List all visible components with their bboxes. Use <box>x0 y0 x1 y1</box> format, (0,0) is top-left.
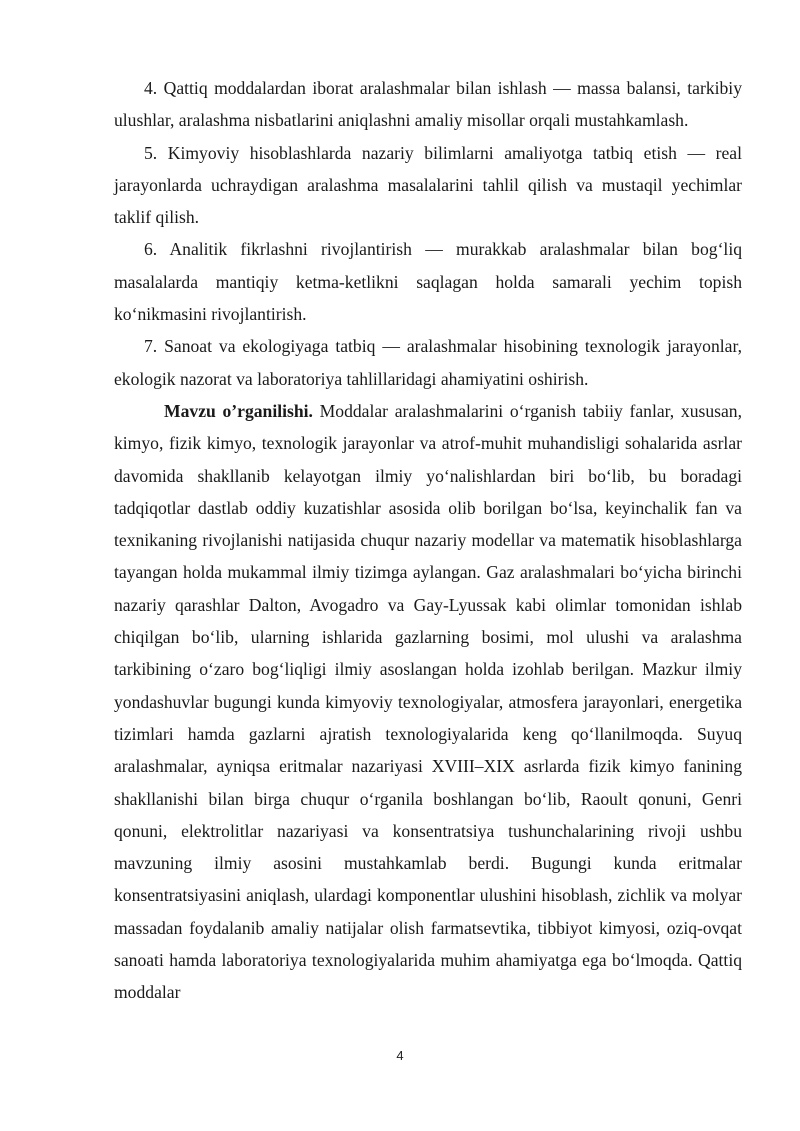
topic-paragraph <box>114 395 742 1009</box>
page-number: 4 <box>396 1048 404 1063</box>
document-page <box>114 72 742 1009</box>
topic-body: Moddalar aralashmalarini o‘rganish tabiiy fanlar, xususan, kimyo, fizik kimyo, texnologik jarayonlar va atrof-muhit muhandisligi sohalarida asrlar davomida shakllanib kelayotgan ilmiy yo‘nalishlardan biri bo‘lib, bu boradagi tadqiqotlar dastlab oddiy kuzatishlar asosida olib borilgan bo‘lsa, keyinchalik fan va texnikaning rivojlanishi natijasida chuqur nazariy modellar va matematik hisoblashlarga tayangan holda mukammal ilmiy tizimga aylangan. Gaz aralashmalari bo‘yicha birinchi nazariy qarashlar Dalton, Avogadro va Gay-Lyussak kabi olimlar tomonidan ishlab chiqilgan bo‘lib, ularning ishlarida gazlarning bosimi, mol ulushi va aralashma tarkibining o‘zaro bog‘liqligi ilmiy asoslangan holda izohlab berilgan. Mazkur ilmiy yondashuvlar bugungi kunda kimyoviy texnologiyalar, atmosfera jarayonlari, energetika tizimlari hamda gazlarni ajratish texnologiyalarida keng qo‘llanilmoqda. Suyuq aralashmalar, ayniqsa eritmalar nazariyasi XVIII–XIX asrlarda fizik kimyo fanining shakllanishi bilan birga chuqur o‘rganila boshlangan bo‘lib, Raoult qonuni, Genri qonuni, elektrolitlar nazariyasi va konsentratsiya tushunchalarining rivoji ushbu mavzuning ilmiy asosini mustahkamlab berdi. Bugungi kunda eritmalar konsentratsiyasini aniqlash, ulardagi komponentlar ulushini hisoblash, zichlik va molyar massadan foydalanib amaliy natijalar olish farmatsevtika, tibbiyot kimyosi, oziq-ovqat sanoati hamda laboratoriya texnologiyalarida muhim ahamiyatga ega bo‘lmoqda. Qattiq moddalar <box>114 400 743 1003</box>
list-item-4: 4. Qattiq moddalardan iborat aralashmalar bilan ishlash — massa balansi, tarkibiy ulushlar, aralashma nisbatlarini aniqlashni amaliy misollar orqali mustahkamlash. <box>114 78 742 131</box>
list-item-6: 6. Analitik fikrlashni rivojlantirish — murakkab aralashmalar bilan bog‘liq masalalarda mantiqiy ketma-ketlikni saqlagan holda samarali yechim topish ko‘nikmasini rivojlantirish. <box>114 239 742 325</box>
list-item-5: 5. Kimyoviy hisoblashlarda nazariy bilimlarni amaliyotga tatbiq etish — real jarayonlarda uchraydigan aralashma masalalarini tahlil qilish va mustaqil yechimlar taklif qilish. <box>114 142 742 228</box>
list-item-7: 7. Sanoat va ekologiyaga tatbiq — aralashmalar hisobining texnologik jarayonlar, ekologik nazorat va laboratoriya tahlillaridagi ahamiyatini oshirish. <box>114 336 742 389</box>
topic-heading: Mavzu o’rganilishi. <box>164 400 313 421</box>
